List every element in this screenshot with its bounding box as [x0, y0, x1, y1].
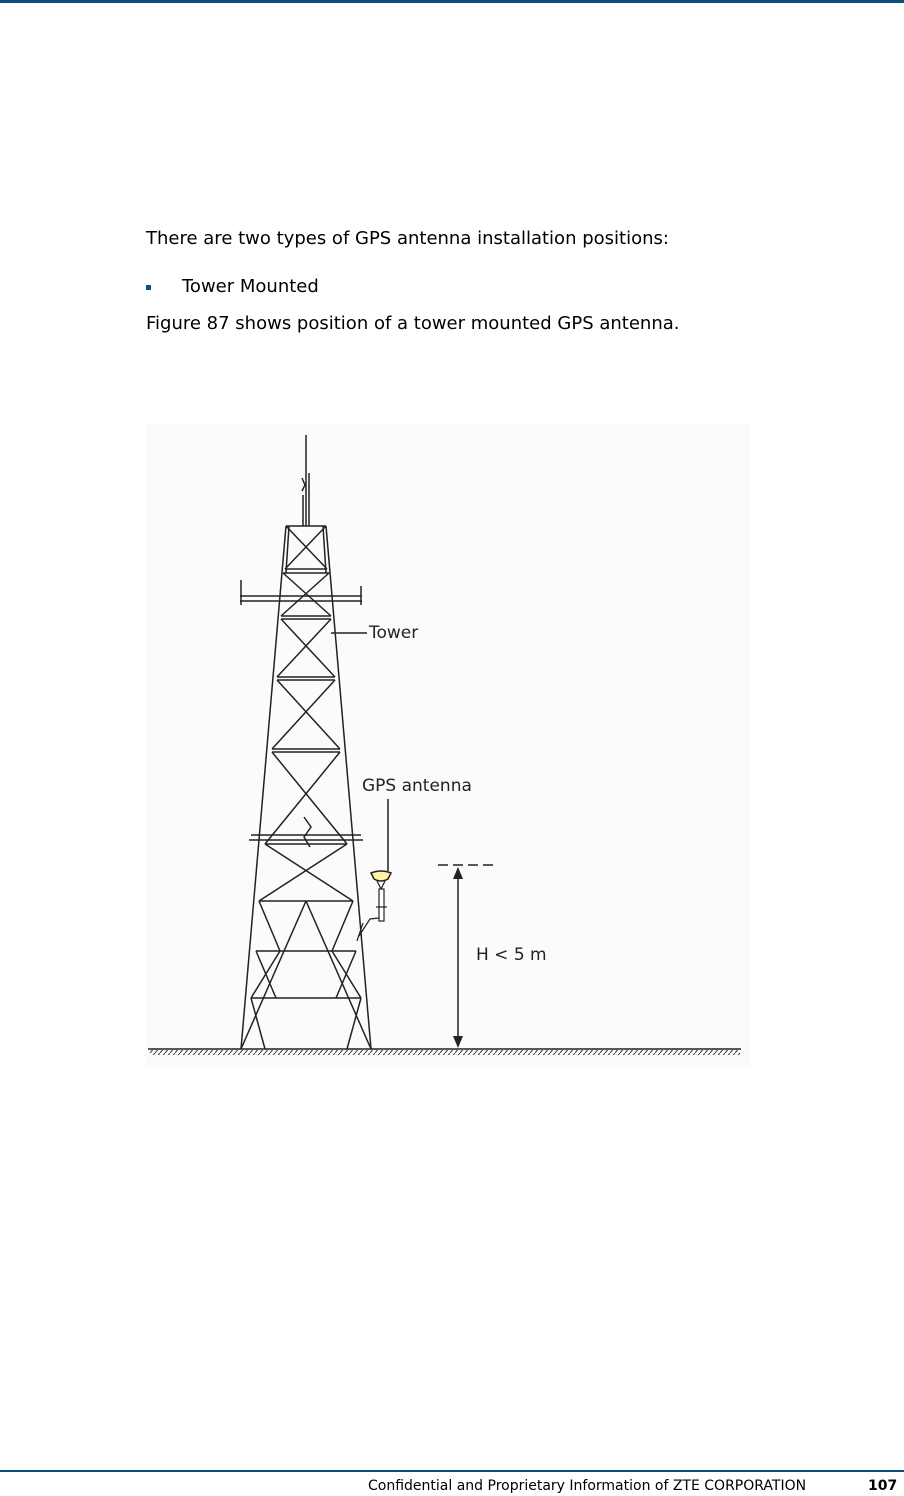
bullet-label: Tower Mounted: [182, 276, 319, 297]
bullet-square-icon: [146, 285, 151, 290]
tower-label: Tower: [369, 623, 419, 643]
antenna-dome-icon: [371, 871, 391, 881]
tower-mast: [302, 435, 309, 526]
gps-antenna: [357, 799, 391, 941]
height-label: H < 5 m: [476, 945, 547, 965]
upper-platform: [240, 580, 362, 605]
footer-confidential-text: Confidential and Proprietary Information of ZTE CORPORATION: [368, 1478, 807, 1494]
page-number: 107: [868, 1478, 898, 1494]
lower-platform: [249, 835, 363, 840]
tower-gps-figure: [145, 423, 751, 1067]
tower-structure: [241, 526, 371, 1049]
ground-line: [148, 1049, 741, 1055]
figure-reference-text: Figure 87 shows position of a tower mounted GPS antenna.: [146, 313, 680, 334]
footer-rule: [0, 1470, 904, 1472]
intro-paragraph: There are two types of GPS antenna installation positions:: [146, 228, 669, 249]
header-rule: [0, 0, 904, 3]
gps-antenna-label: GPS antenna: [362, 776, 472, 796]
tower-diagram: [145, 423, 751, 1067]
